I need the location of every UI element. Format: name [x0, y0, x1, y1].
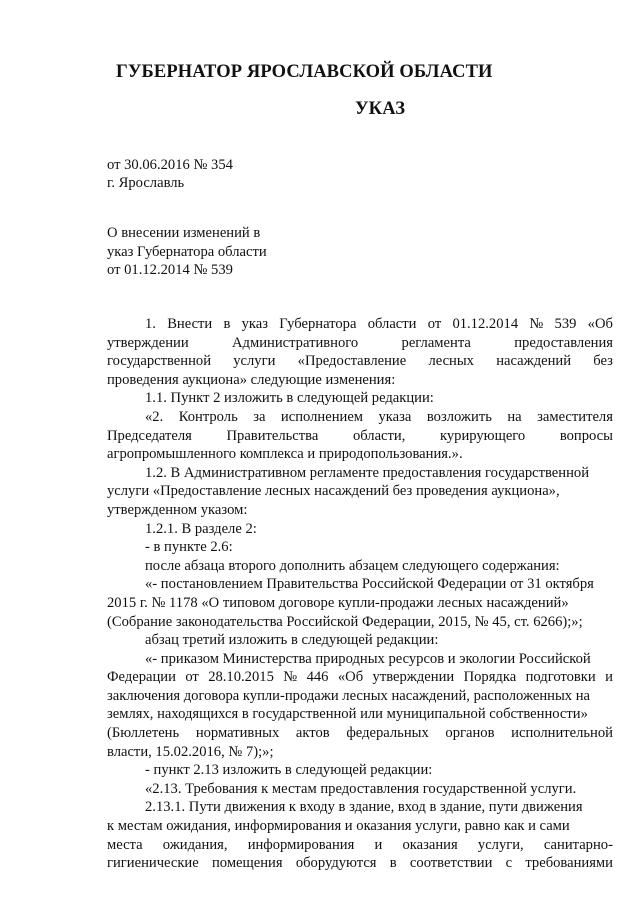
body-line: после абзаца второго дополнить абзацем следующего содержания: — [145, 557, 560, 574]
body-line: 2015 г. № 1178 «О типовом договоре купли-продажи лесных насаждений» — [107, 594, 569, 611]
body-line: 1.2.1. В разделе 2: — [145, 520, 257, 537]
body-line: Председателя Правительства области, курирующего вопросы — [107, 427, 613, 444]
body-line: - в пункте 2.6: — [145, 539, 233, 556]
body-line: услуги «Предоставление лесных насаждений без проведения аукциона», — [107, 483, 560, 500]
body-line: утвержденном указом: — [107, 501, 248, 518]
document-date-number: от 30.06.2016 № 354 — [107, 157, 233, 173]
body-line: к местам ожидания, информирования и оказания услуги, равно как и сами — [107, 818, 570, 835]
body-line: «- постановлением Правительства Российской Федерации от 31 октября — [145, 576, 594, 593]
body-line: - пункт 2.13 изложить в следующей редакции: — [145, 762, 433, 779]
body-line: проведения аукциона» следующие изменения: — [107, 371, 396, 388]
body-line: абзац третий изложить в следующей редакции: — [145, 632, 439, 649]
document-body — [107, 315, 613, 873]
body-line: власти, 15.02.2016, № 7);»; — [107, 743, 274, 760]
authority-title: ГУБЕРНАТОР ЯРОСЛАВСКОЙ ОБЛАСТИ — [116, 62, 493, 82]
body-line: 1.1. Пункт 2 изложить в следующей редакции: — [145, 390, 434, 407]
body-line: заключения договора купли-продажи лесных насаждений, расположенных на — [107, 687, 590, 704]
body-line: места ожидания, информирования и оказания услуги, санитарно- — [107, 836, 613, 853]
document-subject — [107, 224, 267, 280]
subject-line: указ Губернатора области — [107, 243, 267, 260]
body-line: утверждении Административного регламента предоставления — [107, 334, 613, 351]
body-line: 1. Внести в указ Губернатора области от 01.12.2014 № 539 «Об — [145, 316, 613, 332]
body-line: 1.2. В Административном регламенте предоставления государственной — [145, 464, 590, 481]
body-line: «2. Контроль за исполнением указа возложить на заместителя — [145, 408, 613, 425]
document-type-title: УКАЗ — [355, 99, 406, 119]
body-line: землях, находящихся в государственной или муниципальной собственности» — [107, 706, 588, 723]
body-line: Федерации от 28.10.2015 № 446 «Об утверждении Порядка подготовки и — [107, 669, 613, 686]
document-city: г. Ярославль — [107, 175, 185, 191]
body-line: государственной услуги «Предоставление лесных насаждений без — [107, 353, 613, 370]
body-line: «- приказом Министерства природных ресурсов и экологии Российской — [145, 650, 591, 667]
subject-line: О внесении изменений в — [107, 225, 261, 241]
body-line: (Собрание законодательства Российской Федерации, 2015, № 45, ст. 6266);»; — [107, 613, 583, 630]
body-line: гигиенические помещения оборудуются в соответствии с требованиями — [107, 855, 613, 872]
body-line: «2.13. Требования к местам предоставления государственной услуги. — [145, 780, 577, 797]
body-line: агропромышленного комплекса и природопользования.». — [107, 446, 463, 463]
subject-line: от 01.12.2014 № 539 — [107, 262, 233, 278]
body-line: (Бюллетень нормативных актов федеральных органов исполнительной — [107, 725, 613, 742]
body-line: 2.13.1. Пути движения к входу в здание, вход в здание, пути движения — [145, 799, 583, 816]
